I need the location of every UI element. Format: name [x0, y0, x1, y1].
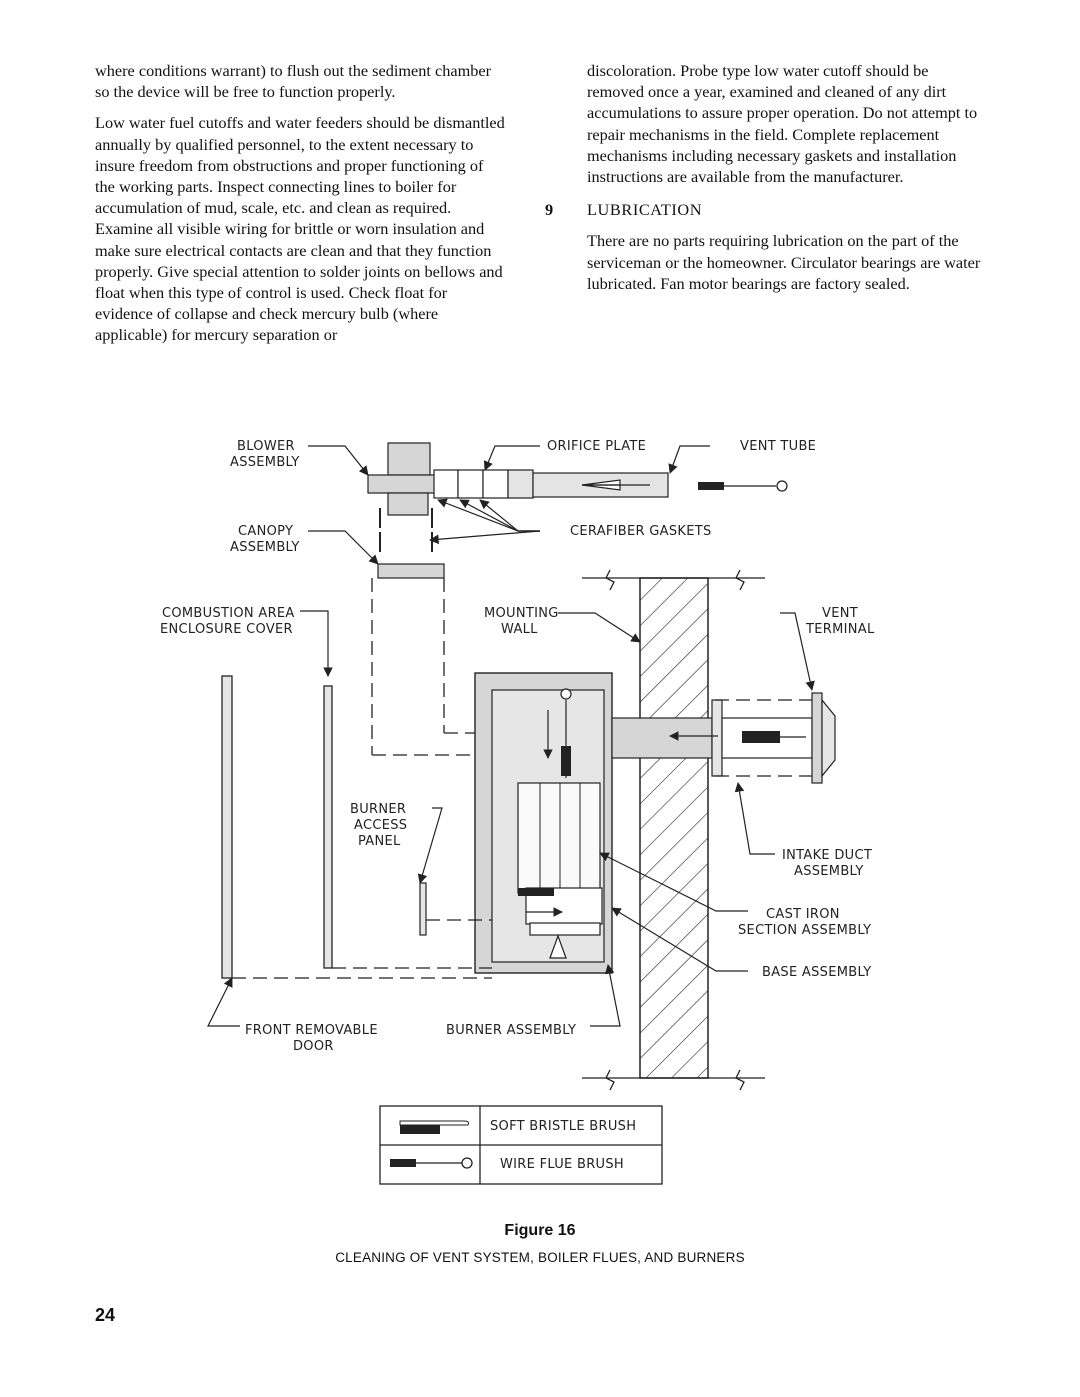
label-cast-iron-1: CAST IRON	[766, 907, 840, 922]
label-canopy-1: CANOPY	[238, 524, 294, 539]
combustion-cover	[324, 686, 332, 968]
label-burner-assembly: BURNER ASSEMBLY	[446, 1023, 577, 1038]
right-paragraph-2: There are no parts requiring lubrication on the part of the serviceman or the homeowner. Circulator bearings are water lubricated. Fan motor bearings are factory sealed.	[587, 231, 981, 293]
label-intake-2: ASSEMBLY	[794, 864, 864, 879]
left-paragraph-1: where conditions warrant) to flush out the sediment chamber so the device will be free to function properly.	[95, 61, 492, 102]
right-paragraph-1: discoloration. Probe type low water cutoff should be removed once a year, examined and cleaned of any dirt accumulations to assure proper operation. Do not attempt to repair mechanisms in the field. Complete replacement mechanisms including necessary gaskets and installation instructions are available from the manufacturer.	[587, 61, 978, 187]
label-vent-terminal-1: VENT	[822, 606, 858, 621]
label-blower-2: ASSEMBLY	[230, 455, 300, 470]
label-mounting-2: WALL	[501, 622, 538, 637]
label-burner-panel-3: PANEL	[358, 834, 401, 849]
wire-brush-icon	[698, 481, 787, 491]
label-canopy-2: ASSEMBLY	[230, 540, 300, 555]
label-combustion-2: ENCLOSURE COVER	[160, 622, 293, 637]
canopy-dashed-outline	[372, 578, 475, 755]
label-vent-terminal-2: TERMINAL	[806, 622, 875, 637]
brush-legend	[380, 1106, 662, 1184]
label-burner-panel-2: ACCESS	[354, 818, 408, 833]
label-orifice-plate: ORIFICE PLATE	[547, 439, 647, 454]
gaskets	[378, 508, 444, 578]
section-heading	[545, 199, 987, 220]
section-title: LUBRICATION	[587, 200, 703, 220]
left-paragraph-2: Low water fuel cutoffs and water feeders should be dismantled annually by qualified personnel, to the extent necessary to insure freedom from obstructions and proper functioning of the working parts. Inspect connecting lines to boiler for accumulation of mud, scale, etc. and clean as required. Examine all visible wiring for brittle or worn insulation and make sure electrical contacts are clean and that they function properly. Give special attention to solder joints on bellows and float when this type of control is used. Check float for evidence of collapse and check mercury bulb (where applicable) for mercury separation or	[95, 113, 505, 345]
label-vent-tube: VENT TUBE	[740, 439, 817, 454]
figure-subcaption: CLEANING OF VENT SYSTEM, BOILER FLUES, AND BURNERS	[335, 1250, 745, 1265]
label-front-door-1: FRONT REMOVABLE	[245, 1023, 378, 1038]
label-front-door-2: DOOR	[293, 1039, 334, 1054]
page-number: 24	[95, 1305, 116, 1325]
boiler-enclosure	[475, 673, 612, 973]
figure-caption: Figure 16	[504, 1222, 576, 1239]
left-column	[95, 60, 505, 356]
legend-wire-flue-brush: WIRE FLUE BRUSH	[500, 1157, 624, 1172]
label-blower-1: BLOWER	[237, 439, 295, 454]
vent-system-diagram	[150, 428, 910, 1198]
legend-soft-bristle-brush: SOFT BRISTLE BRUSH	[490, 1119, 637, 1134]
label-mounting-1: MOUNTING	[484, 606, 559, 621]
label-cast-iron-2: SECTION ASSEMBLY	[738, 923, 872, 938]
section-number: 9	[545, 200, 554, 220]
label-cerafiber: CERAFIBER GASKETS	[570, 524, 712, 539]
front-removable-door	[222, 676, 232, 978]
assembly-dashed-guides	[232, 920, 492, 978]
burner-access-panel	[420, 883, 426, 935]
label-intake-1: INTAKE DUCT	[782, 848, 873, 863]
label-combustion-1: COMBUSTION AREA	[162, 606, 295, 621]
label-burner-panel-1: BURNER	[350, 802, 407, 817]
right-column	[545, 60, 987, 304]
label-base-assembly: BASE ASSEMBLY	[762, 965, 872, 980]
